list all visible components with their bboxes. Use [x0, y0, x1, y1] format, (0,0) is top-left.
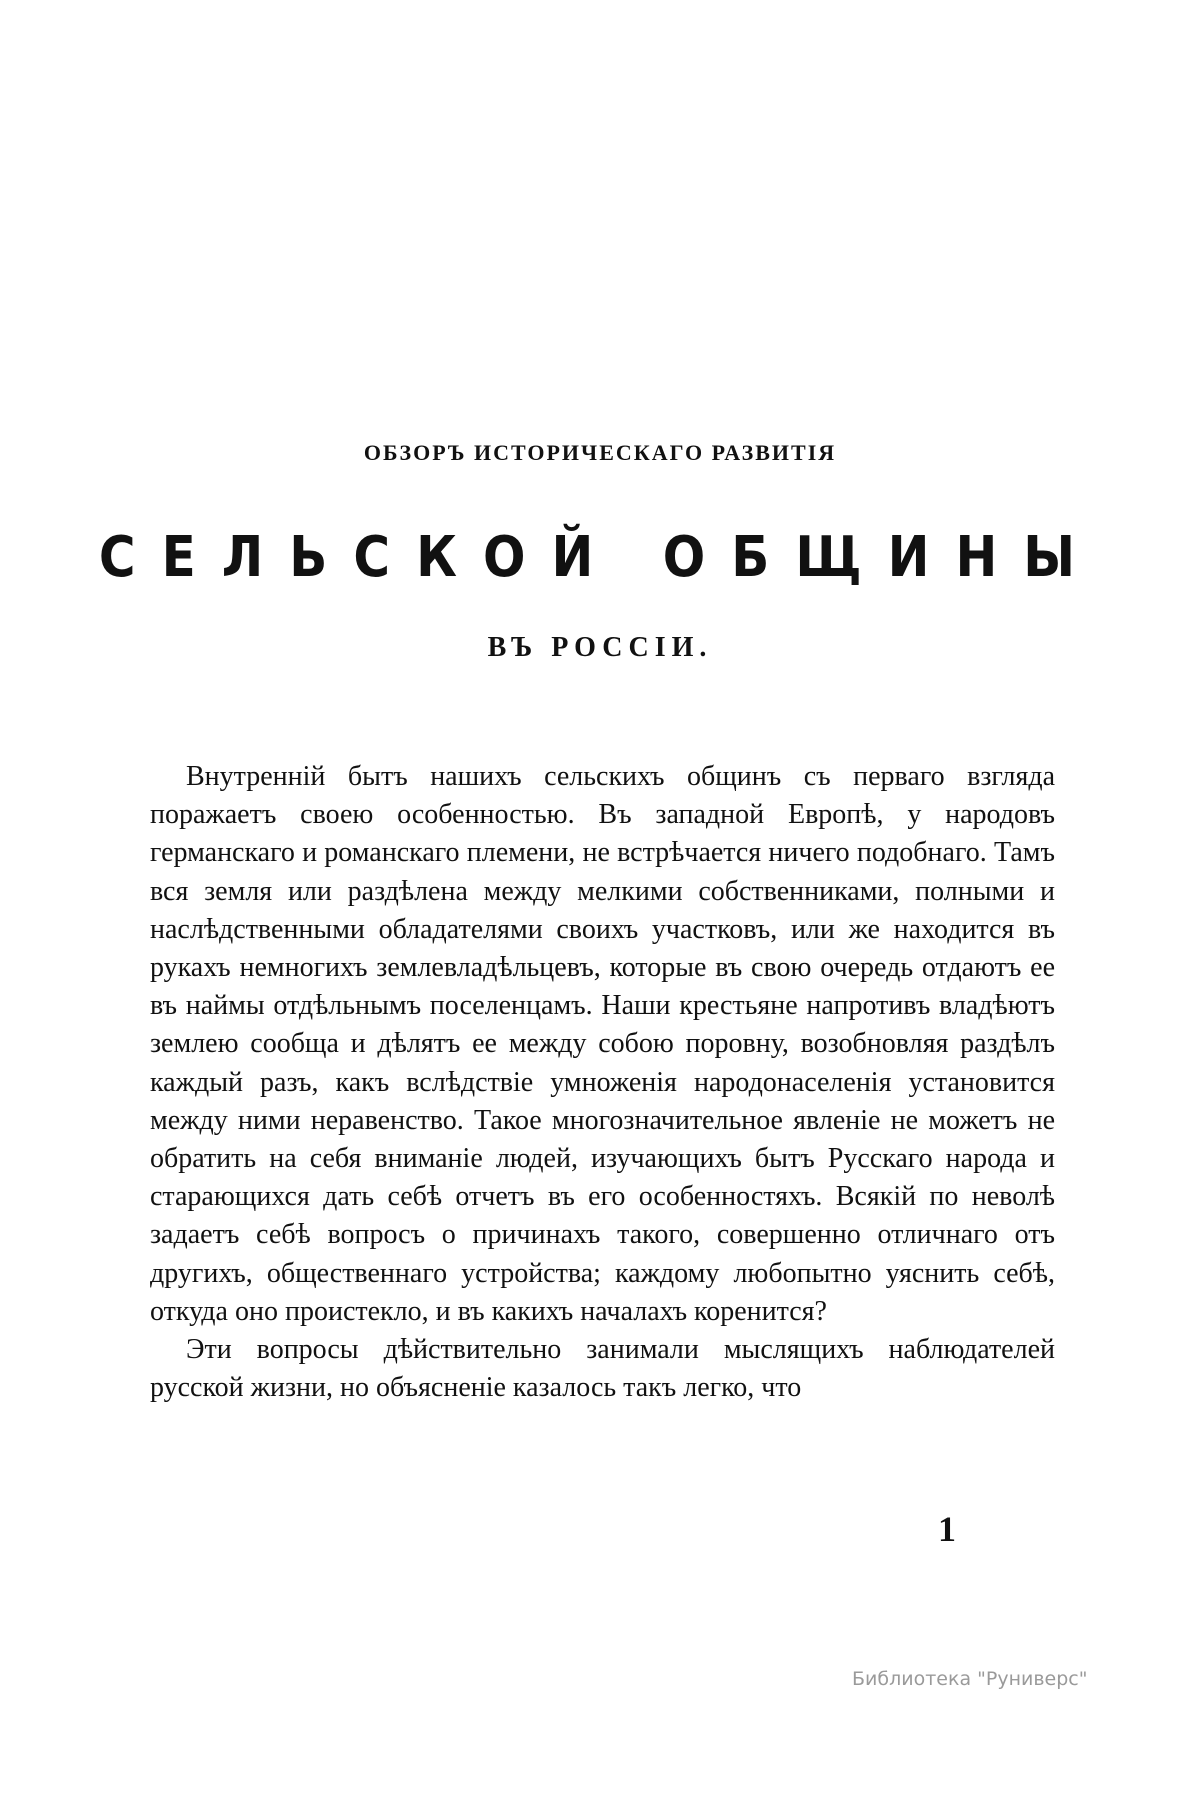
paragraph: Внутренній бытъ нашихъ сельскихъ общинъ съ перваго взгляда поражаетъ своею особенностью. Въ западной Европѣ, у народовъ германскаго и романскаго племени, не встрѣчается ничего подобнаго. Тамъ вся земля или раздѣлена между мелкими собственниками, полными и наслѣдственными обладателями своихъ участковъ, или же находится въ рукахъ немногихъ землевладѣльцевъ, которые въ свою очередь отдаютъ ее въ наймы отдѣльнымъ поселенцамъ. Наши крестьяне напротивъ владѣютъ землею сообща и дѣлятъ ее между собою поровну, возобновляя раздѣлъ каждый разъ, какъ вслѣдствіе умноженія народонаселенія установится между ними неравенство. Такое многозначительное явленіе не можетъ не обратить на себя вниманіе людей, изучающихъ бытъ Русскаго народа и старающихся дать себѣ отчетъ въ его особенностяхъ. Всякій по неволѣ задаетъ себѣ вопросъ о причинахъ такого, совершенно отличнаго отъ другихъ, общественнаго устройства; каждому любопытно уяснить себѣ, откуда оно проистекло, и въ какихъ началахъ коренится?: [150, 761, 1055, 1327]
paragraph: Эти вопросы дѣйствительно занимали мыслящихъ наблюдателей русской жизни, но объясненіе казалось такъ легко, что: [150, 1334, 1055, 1404]
page-number: 1: [938, 1509, 956, 1549]
work-title: СЕЛЬСКОЙ ОБЩИНЫ: [98, 524, 1102, 590]
library-watermark: Библиотека "Руниверс": [852, 1668, 1088, 1690]
work-location: ВЪ РОССІИ.: [487, 632, 713, 663]
work-subtitle: ОБЗОРЪ ИСТОРИЧЕСКАГО РАЗВИТІЯ: [363, 440, 837, 465]
body-text: [150, 758, 1055, 1407]
